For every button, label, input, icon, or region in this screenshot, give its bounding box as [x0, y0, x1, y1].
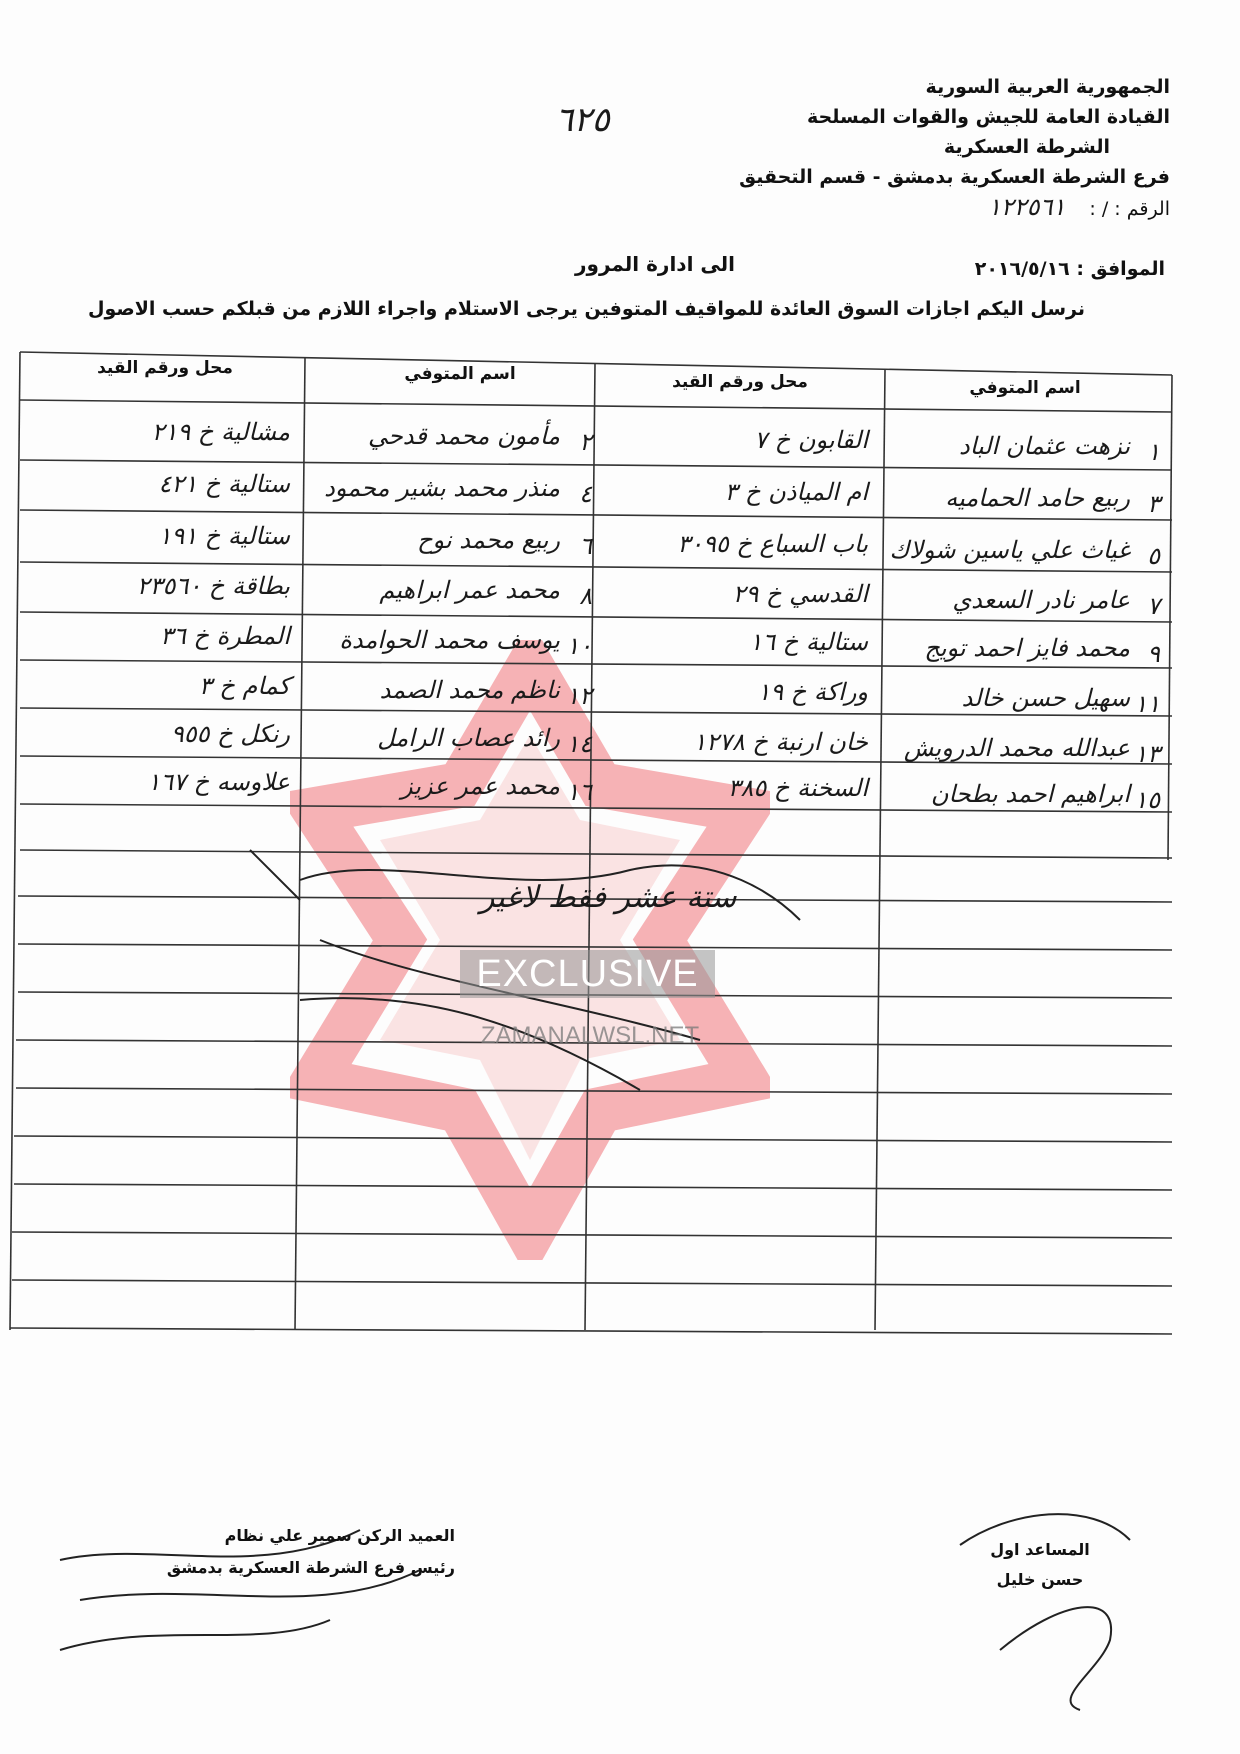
deceased-name: سهيل حسن خالد — [961, 684, 1130, 712]
signer-name: حسن خليل — [996, 1570, 1084, 1589]
registry-place: علاوسه خ ١٦٧ — [147, 768, 290, 796]
date-line — [975, 258, 1165, 280]
date-label: الموافق : — [1076, 258, 1165, 280]
row-number: ٨ — [579, 582, 592, 610]
registry-place: ستالية خ ٤٢١ — [158, 470, 290, 498]
deceased-name: غياث علي ياسين شولاك — [889, 536, 1130, 564]
row-number: ٣ — [1147, 490, 1160, 518]
registry-place: رنكل خ ٩٥٥ — [170, 720, 290, 748]
deceased-name: محمد عمر عزيز — [401, 772, 560, 800]
registry-place: السخنة خ ٣٨٥ — [727, 774, 868, 802]
row-number: ١٣ — [1134, 740, 1160, 768]
registry-place: كمام خ ٣ — [198, 672, 290, 700]
registry-place: ستالية خ ١٦ — [749, 628, 868, 656]
reference-number-value: ١٢٢٥٦١ — [988, 193, 1066, 221]
row-number: ١ — [1147, 438, 1160, 466]
letterhead — [570, 72, 1170, 224]
reference-number-label: الرقم : / : — [1089, 198, 1170, 220]
deceased-name: ربيع محمد نوح — [417, 526, 560, 554]
row-number: ٢ — [579, 428, 592, 456]
signature-block-left — [25, 1520, 455, 1584]
row-number: ٩ — [1147, 640, 1160, 668]
row-number: ١٥ — [1134, 786, 1160, 814]
registry-place: المطرة خ ٣٦ — [160, 622, 290, 650]
registry-place: بطاقة خ ٢٣٥٦٠ — [136, 572, 290, 600]
col-header-name-right: اسم المتوفي — [969, 378, 1081, 398]
deceased-name: يوسف محمد الحوامدة — [339, 626, 560, 654]
deceased-name: رائد عصاب الرامل — [377, 724, 560, 752]
row-number: ٧ — [1147, 592, 1160, 620]
letterhead-line-police: الشرطة العسكرية — [943, 136, 1110, 158]
reference-number-line — [570, 192, 1170, 224]
registry-place: خان ارنبة خ ١٢٧٨ — [693, 728, 868, 756]
deceased-name: ناظم محمد الصمد — [379, 676, 560, 704]
watermark-url: ZAMANALWSL.NET — [480, 1022, 700, 1049]
row-number: ١٦ — [566, 778, 592, 806]
registry-place: باب السباع خ ٣٠٩٥ — [677, 530, 868, 558]
letterhead-line-republic: الجمهورية العربية السورية — [925, 76, 1170, 98]
registry-place: مشالية خ ٢١٩ — [151, 418, 290, 446]
deceased-name: محمد عمر ابراهيم — [379, 576, 560, 604]
date-value: ٢٠١٦/٥/١٦ — [974, 258, 1070, 280]
signer-name: العميد الركن سمير علي نظام — [224, 1526, 455, 1545]
col-header-name-left: اسم المتوفي — [404, 364, 516, 384]
row-number: ١٠ — [566, 632, 592, 660]
letterhead-line-command: القيادة العامة للجيش والقوات المسلحة — [807, 106, 1170, 128]
registry-place: القدسي خ ٢٩ — [732, 580, 868, 608]
signer-title: المساعد اول — [990, 1540, 1090, 1559]
row-number: ١٤ — [566, 730, 592, 758]
recipient-line: الى ادارة المرور — [575, 252, 735, 276]
intro-paragraph: نرسل اليكم اجازات السوق العائدة للمواقيف المتوفين يرجى الاستلام واجراء اللازم من قبلكم حسب الاصول — [87, 298, 1085, 320]
registry-place: وراكة خ ١٩ — [757, 678, 868, 706]
deceased-name: نزهت عثمان الباد — [959, 432, 1130, 460]
deceased-name: عامر نادر السعدي — [952, 586, 1130, 614]
registry-place: القابون خ ٧ — [754, 426, 868, 454]
row-number: ١٢ — [566, 682, 592, 710]
handwritten-closing-note: ستة عشر فقط لاغير — [480, 880, 737, 915]
row-number: ٥ — [1147, 542, 1160, 570]
registry-place: ام المياذن خ ٣ — [724, 478, 868, 506]
deceased-name: منذر محمد بشير محمود — [324, 474, 560, 502]
row-number: ٦ — [579, 532, 592, 560]
col-header-place-right: محل ورقم القيد — [672, 372, 808, 392]
row-number: ١١ — [1134, 690, 1160, 718]
deceased-name: محمد فايز احمد تويج — [924, 634, 1130, 662]
deceased-name: ربيع حامد الحماميه — [945, 484, 1130, 512]
deceased-name: ابراهيم احمد بطحان — [930, 780, 1130, 808]
deceased-name: مأمون محمد قدحي — [367, 422, 560, 450]
signature-block-right — [940, 1535, 1140, 1595]
registry-place: ستالية خ ١٩١ — [158, 522, 290, 550]
handwritten-corner-note: ٦٢٥ — [555, 100, 610, 140]
deceased-name: عبدالله محمد الدرويش — [903, 734, 1130, 762]
row-number: ٤ — [579, 480, 592, 508]
letterhead-line-branch: فرع الشرطة العسكرية بدمشق - قسم التحقيق — [739, 166, 1170, 188]
col-header-place-left: محل ورقم القيد — [97, 358, 233, 378]
signer-title: رئيس فرع الشرطة العسكرية بدمشق — [166, 1558, 455, 1577]
watermark-label: EXCLUSIVE — [460, 950, 715, 998]
